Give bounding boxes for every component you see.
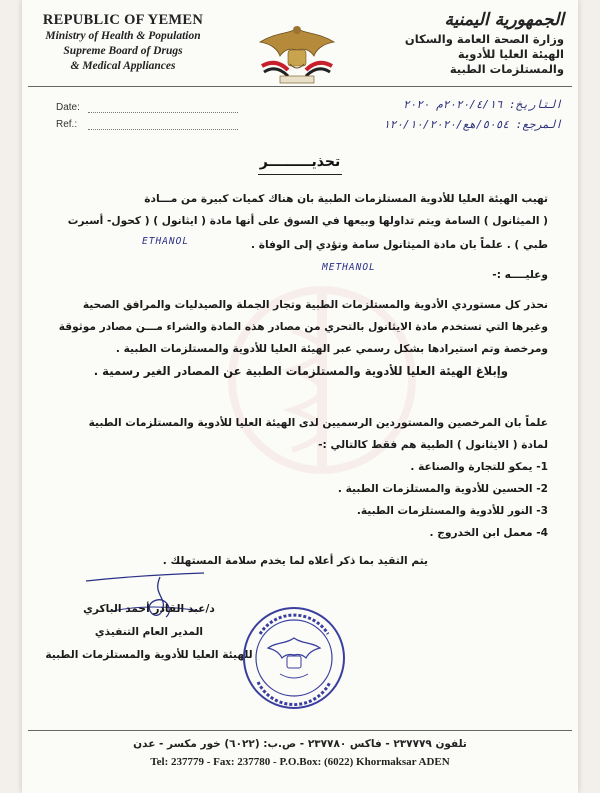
footer-contact-en: Tel: 237779 - Fax: 237780 - P.O.Box: (6022) Khormaksar ADEN xyxy=(150,756,450,768)
letterhead-ministry-en: Ministry of Health & Population xyxy=(45,30,201,42)
date-dots xyxy=(88,112,238,113)
letterhead-board-en-1: Supreme Board of Drugs xyxy=(63,45,183,57)
footer-divider xyxy=(28,730,572,731)
paragraph-2-line-1: نحذر كل مستوردي الأدوية والمستلزمات الطبية وتجار الجملة والصيدليات والمرافق الصحية xyxy=(82,299,548,311)
paragraph-2-line-2: وغيرها التي تستخدم مادة الايثانول بالتحري من مصادر هذه المادة والشراء مـــن مصادر موثوقة xyxy=(58,321,548,333)
ref-field xyxy=(56,119,238,130)
signatory-position: المدير العام التنفيذي xyxy=(94,626,204,638)
paragraph-3-line-1: علماً بان المرخصين والمستوردين الرسميين لدى الهيئة العليا للأدوية والمستلزمات الطبية xyxy=(88,417,548,429)
arabic-ref-field xyxy=(383,118,562,131)
paragraph-3-line-2: لمادة ( الايثانول ) الطبية هم فقط كالتالي :- xyxy=(318,439,548,451)
date-field xyxy=(56,102,238,113)
official-stamp xyxy=(240,604,348,712)
letterhead-country-ar: الجمهورية اليمنية xyxy=(444,10,564,30)
paragraph-2 xyxy=(38,294,548,382)
yemen-eagle-emblem xyxy=(254,20,340,86)
paragraph-1-line-1: تهيب الهيئة العليا للأدوية المستلزمات الطبية بان هناك كميات كبيرة من مـــادة xyxy=(144,193,548,205)
date-label: Date: xyxy=(56,102,80,113)
licensee-item-1: 1- يمكو للتجارة والصناعة . xyxy=(410,461,548,473)
ref-dots xyxy=(88,129,238,130)
english-letterhead xyxy=(28,12,218,74)
licensee-item-3: 3- النور للأدوية والمستلزمات الطبية. xyxy=(356,505,548,517)
paragraph-2-line-4: وإبلاغ الهيئة العليا للأدوية والمستلزمات الطبية عن المصادر الغير رسمية . xyxy=(93,364,508,378)
signatory-organization: للهيئة العليا للأدوية والمستلزمات الطبية xyxy=(45,649,253,661)
letterhead-country-en: REPUBLIC OF YEMEN xyxy=(42,12,204,28)
signature-block xyxy=(34,598,264,667)
paragraph-1-line-2: ( الميثانول ) السامة ويتم تداولها وبيعها في السوق على أنها مادة ( ايثانول ) ( كحول- أسبرت xyxy=(67,215,548,227)
handwritten-methanol: METHANOL xyxy=(322,262,376,273)
warning-title: تحذيـــــــــر xyxy=(259,154,341,170)
letterhead-board-ar-2: والمستلزمات الطبية xyxy=(449,62,564,76)
ref-label: Ref.: xyxy=(56,119,78,130)
paragraph-3 xyxy=(38,412,548,572)
handwritten-ethanol: ETHANOL xyxy=(142,236,190,247)
closing-line: يتم التقيد بما ذكر أعلاه لما يخدم سلامة المستهلك . xyxy=(162,555,428,567)
title-underline xyxy=(258,174,342,175)
arabic-date-field xyxy=(403,98,562,111)
arabic-ref-value: المرجع: ٥٠٥٤/هع/١٢٠/١٠/٢٠٢٠ xyxy=(383,118,562,131)
paragraph-1-line-3: طبي ) . علماً بان مادة الميثانول سامة وتؤدي إلى الوفاة . xyxy=(251,239,548,251)
arabic-date-value: التاريخ: ٢٠٢٠/٤/١٦م ٢٠٢٠ xyxy=(403,98,562,111)
letter-page xyxy=(22,0,578,793)
licensee-item-4: 4- معمل ابن الخدروج . xyxy=(429,527,548,539)
letterhead-board-ar-1: الهيئة العليا للأدوية xyxy=(457,47,564,61)
licensee-item-2: 2- الحسين للأدوية والمستلزمات الطبية . xyxy=(337,483,548,495)
paragraph-1-line-4: وعليــــه :- xyxy=(492,269,548,281)
footer-contact-ar: تلفون ٢٣٧٧٧٩ - فاكس ٢٣٧٧٨٠ - ص.ب: (٦٠٢٢) خور مكسر - عدن xyxy=(133,738,467,750)
paragraph-1 xyxy=(48,188,548,286)
letterhead-board-en-2: & Medical Appliances xyxy=(70,60,176,72)
letterhead-ministry-ar: وزارة الصحة العامة والسكان xyxy=(404,32,564,46)
arabic-letterhead xyxy=(364,10,564,77)
paragraph-2-line-3: ومرخصة وتم استيرادها بشكل رسمي عبر الهيئة العليا للأدوية والمستلزمات الطبية . xyxy=(115,343,548,355)
signatory-name: د/عبد القادر أحمد الباكري xyxy=(83,603,215,615)
header-divider xyxy=(28,86,572,87)
